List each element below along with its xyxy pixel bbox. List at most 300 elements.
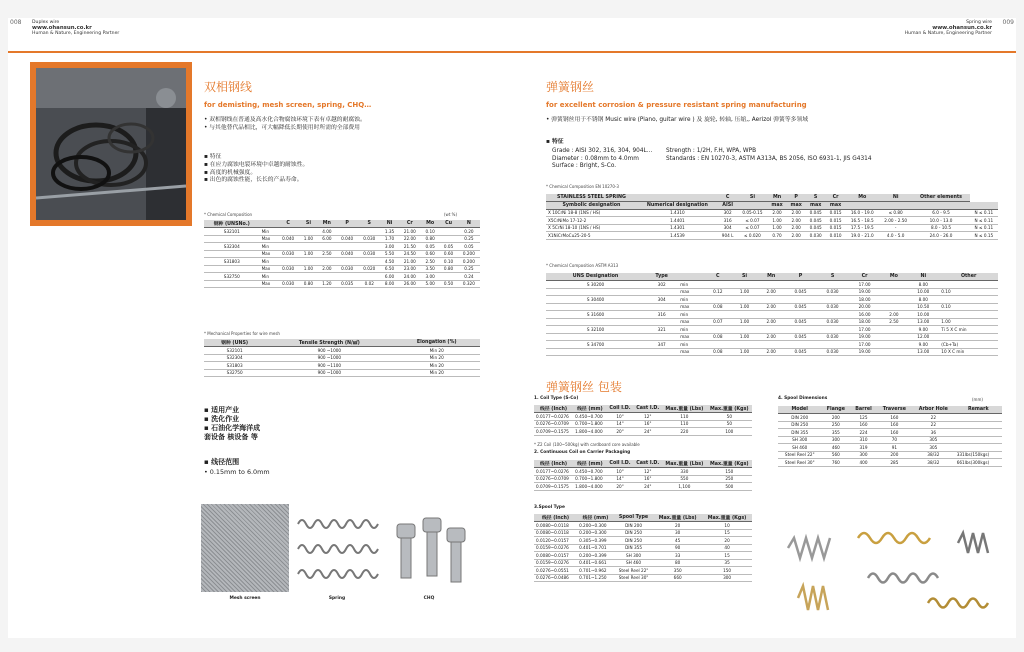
table-cell: 1.00 (731, 288, 758, 296)
table-cell: 0.700~1.800 (573, 475, 606, 483)
table-cell: ≤ 0.07 (737, 217, 767, 225)
table-cell: 26.00 (399, 280, 421, 288)
app-line: 套设备 核设备 等 (204, 433, 258, 441)
left-features (204, 154, 308, 185)
table-cell: 304 (645, 296, 678, 304)
table-cell: Min 20 (393, 347, 480, 355)
column-header: Max.重量 (Kgs) (707, 460, 752, 468)
table-cell: 0.0159~0.0276 (534, 544, 577, 552)
table-cell: 1.00 (731, 348, 758, 356)
column-header: Cr (399, 220, 421, 228)
table-cell: 20 (653, 522, 702, 530)
column-header: Mo (881, 273, 908, 281)
table-cell: 16" (633, 475, 662, 483)
table-cell: 8.0 - 10.5 (912, 224, 969, 232)
table-cell: S 31600 (546, 311, 645, 319)
table-cell: 0.05-0.15 (737, 209, 767, 217)
table-cell: 45 (653, 537, 702, 545)
table-cell: 0.045 (785, 333, 817, 341)
table-cell (758, 311, 785, 319)
table-cell: 19.0 - 21.0 (846, 232, 879, 240)
en10270-table (546, 194, 998, 240)
table-cell: Ti 5 X C min (939, 326, 998, 334)
spec-line: Standards : EN 10270-3, ASTM A313A, BS 2056, ISO 6931-1, JIS G4314 (666, 155, 872, 162)
table-cell: 0.450~0.700 (573, 413, 606, 421)
table-cell: 50 (707, 413, 752, 421)
column-header (737, 202, 767, 210)
table-cell: Steel Reel 30" (778, 459, 821, 467)
table-cell: 10" (607, 468, 634, 476)
table-cell: 12" (633, 468, 662, 476)
table-cell: Min (260, 273, 278, 281)
table-cell: 17.00 (849, 341, 881, 349)
table-cell: 300 (850, 451, 877, 459)
table-cell: 17.5 - 19.5 (846, 224, 879, 232)
table-row (204, 273, 480, 281)
table-cell: 0.08 (704, 333, 731, 341)
table-cell: 0.030 (806, 232, 826, 240)
header-site: www.ohansun.co.kr (32, 24, 92, 31)
table-cell (645, 288, 678, 296)
table-header-row (204, 339, 480, 347)
table-cell: 300 (821, 436, 850, 444)
table-cell: 1.00 (299, 250, 317, 258)
table-cell: S32101 (204, 347, 265, 355)
table-cell: 30 (653, 529, 702, 537)
table-cell: 80 (653, 559, 702, 567)
table-cell: 4.00 (318, 228, 336, 236)
column-header: 钢种 (UNSNo.) (204, 220, 260, 228)
table-cell: 0.045 (785, 318, 817, 326)
table-cell: 0.700~1.800 (573, 420, 606, 428)
table-cell (439, 228, 457, 236)
column-header: 线径 (Inch) (534, 405, 573, 413)
table-cell: 24.00 (399, 273, 421, 281)
table-row (546, 318, 998, 326)
column-header: S (358, 220, 380, 228)
table-cell: 0.320 (458, 280, 480, 288)
column-header: C (277, 220, 299, 228)
table-cell: 4.50 (380, 258, 398, 266)
column-header (912, 202, 969, 210)
table-cell: 310 (850, 436, 877, 444)
table-cell: 305 (912, 436, 955, 444)
wire-coils-image (36, 68, 186, 220)
table-cell: 900 ~1100 (265, 362, 393, 370)
table-row (546, 303, 998, 311)
applications (204, 406, 260, 442)
column-header: Model (778, 406, 821, 414)
table-cell (881, 296, 908, 304)
left-header (10, 20, 119, 37)
table-cell: S 30200 (546, 281, 645, 289)
table-cell: 0.80 (439, 265, 457, 273)
spool-dim-title: 4. Spool Dimensions (778, 396, 828, 401)
table-cell: 160 (877, 414, 912, 422)
duplex-mech-table (204, 339, 480, 377)
table-cell: 1.20 (318, 280, 336, 288)
table-cell: 0.25 (458, 235, 480, 243)
table-row (546, 224, 998, 232)
table-cell: 0.08 (704, 348, 731, 356)
table-cell (645, 348, 678, 356)
table-cell: Min 20 (393, 362, 480, 370)
table-cell: Steel Reel 30" (614, 574, 653, 582)
table-cell: 8.00 (907, 296, 939, 304)
column-header: Cr (849, 273, 881, 281)
table-cell: 0.701~0.962 (577, 567, 614, 575)
table-cell (955, 421, 1002, 429)
table-cell (704, 296, 731, 304)
table-cell: 661lbs(300kgs) (955, 459, 1002, 467)
table-cell: 1.00 (767, 217, 786, 225)
table-cell: 0.030 (277, 250, 299, 258)
table-cell: - (879, 224, 912, 232)
table-cell (881, 303, 908, 311)
table-cell: SH 460 (778, 444, 821, 452)
column-header: Type (645, 273, 678, 281)
column-header: P (336, 220, 358, 228)
spool-dim-unit: (mm) (972, 397, 983, 402)
right-title-zh: 弹簧钢丝 (546, 80, 595, 94)
table-cell: 19.00 (849, 348, 881, 356)
table-cell: 400 (850, 459, 877, 467)
table-cell (299, 228, 317, 236)
table-cell: 0.80 (421, 235, 439, 243)
table-row (534, 537, 752, 545)
table-cell (358, 228, 380, 236)
table-cell (439, 235, 457, 243)
right-page (512, 18, 1016, 638)
table-cell: 500 (707, 483, 752, 491)
table-row (546, 209, 998, 217)
table-cell: 13.00 (907, 318, 939, 326)
table-cell: 900 ~1000 (265, 369, 393, 377)
table-row (546, 296, 998, 304)
table-row (546, 333, 998, 341)
table-cell: 1.4310 (637, 209, 718, 217)
header-rule (8, 51, 512, 53)
table-cell: 0.200~0.399 (577, 552, 614, 560)
table-cell: 1,100 (662, 483, 707, 491)
table-cell (758, 281, 785, 289)
table-cell: Min (260, 243, 278, 251)
table-cell: Max (260, 250, 278, 258)
table-cell: 302 (645, 281, 678, 289)
table-cell: DIN 250 (614, 537, 653, 545)
table-cell: 0.05 (439, 243, 457, 251)
table-cell: 0.60 (421, 250, 439, 258)
table-cell: 22.00 (399, 235, 421, 243)
column-header: Elongation (%) (393, 339, 480, 347)
table-cell: 0.200 (458, 250, 480, 258)
column-header: Numerical designation (637, 202, 718, 210)
table-cell: 200 (821, 414, 850, 422)
table-cell: 285 (877, 459, 912, 467)
table-cell: 660 (653, 574, 702, 582)
table-cell: 6.00 (318, 235, 336, 243)
table-row (546, 348, 998, 356)
column-header: 线径 (mm) (573, 460, 606, 468)
table-cell (299, 258, 317, 266)
table-header-row (534, 460, 752, 468)
header-rule (512, 51, 1016, 53)
table-cell (758, 326, 785, 334)
column-header: max (826, 202, 846, 210)
table-cell: 10.00 (907, 311, 939, 319)
table-row (534, 483, 752, 491)
table-cell: DIN 200 (614, 522, 653, 530)
column-header (260, 220, 278, 228)
table-row (534, 529, 752, 537)
table-row (546, 341, 998, 349)
table-cell (336, 243, 358, 251)
column-header: Max.重量 (Lbs) (662, 405, 707, 413)
table-cell (277, 273, 299, 281)
table-cell: 0.0276~0.0551 (534, 567, 577, 575)
table-cell (277, 243, 299, 251)
table-row (534, 420, 752, 428)
table-row (546, 288, 998, 296)
table-cell: 3.00 (421, 273, 439, 281)
table-cell: 316 (718, 217, 738, 225)
table-cell: 19.00 (849, 333, 881, 341)
table-cell: 0.015 (826, 224, 846, 232)
table-cell: 2.00 (767, 209, 786, 217)
range-value: • 0.15mm to 6.0mm (204, 468, 270, 476)
table-cell: 0.0080~0.0118 (534, 529, 577, 537)
table-cell (704, 326, 731, 334)
table-cell (546, 348, 645, 356)
intro-line: • 双相钢线在普通及高水化合物腐蚀环境下表有卓越的耐腐蚀。 (204, 117, 366, 123)
table-cell (299, 273, 317, 281)
table-cell: 0.70 (767, 232, 786, 240)
header-tagline: Human & Nature, Engineering Partner (32, 31, 120, 37)
table-cell (785, 341, 817, 349)
table-cell: N ≤ 0.11 (970, 217, 998, 225)
table-cell: max (678, 303, 704, 311)
range-title: ▪ 线径范围 (204, 458, 240, 466)
table-cell: 16.5 - 18.5 (846, 217, 879, 225)
column-header: N (458, 220, 480, 228)
table-cell: 1.00 (767, 224, 786, 232)
table-cell (955, 429, 1002, 437)
mesh-screen-image (201, 504, 289, 592)
column-header (678, 273, 704, 281)
table-cell (439, 273, 457, 281)
table-cell: 40 (702, 544, 752, 552)
table-cell (955, 414, 1002, 422)
coil-note: * Z2 Coil (100~500kg) with cardboard core available (534, 442, 640, 447)
table-cell: 300 (702, 574, 752, 582)
packaging-title: 弹簧钢丝 包装 (546, 380, 622, 394)
spool-type-title: 3.Spool Type (534, 505, 565, 510)
table-cell: Max (260, 235, 278, 243)
chem-caption: * Chemical Composition (204, 212, 253, 217)
table-cell (881, 333, 908, 341)
table-cell: min (678, 296, 704, 304)
table-row (204, 228, 480, 236)
table-cell: 0.0159~0.0276 (534, 559, 577, 567)
table-cell: max (678, 318, 704, 326)
table-cell: 0.040 (277, 235, 299, 243)
column-header: S (817, 273, 849, 281)
table-cell: 0.02 (358, 280, 380, 288)
table-cell: X 10CrNi 18-8 (1NS / HS) (546, 209, 637, 217)
table-cell (204, 280, 260, 288)
table-cell: 560 (821, 451, 850, 459)
table-cell: 2.00 (758, 318, 785, 326)
table-cell: 0.0177~0.0276 (534, 468, 573, 476)
table-cell: 6.0 - 9.5 (912, 209, 969, 217)
column-header: Other elements (912, 194, 969, 202)
column-header: Coil I.D. (607, 405, 634, 413)
table-cell: 21.50 (399, 243, 421, 251)
header-section: Spring wire (966, 20, 992, 25)
table-cell: 110 (662, 413, 707, 421)
table-cell (955, 444, 1002, 452)
table-cell (817, 341, 849, 349)
table-cell: max (678, 288, 704, 296)
header-section: Duplex wire (32, 20, 60, 25)
table-row (534, 522, 752, 530)
table-cell: 0.030 (817, 318, 849, 326)
table-cell: S 34700 (546, 341, 645, 349)
table-cell (546, 318, 645, 326)
page-number: 008 (10, 19, 22, 26)
table-cell: 1.00 (939, 318, 998, 326)
table-cell: 0.07 (704, 318, 731, 326)
table-cell: 250 (707, 475, 752, 483)
coil-type-title: 1. Coil Type (S-Co) (534, 396, 579, 401)
table-cell: 0.25 (458, 265, 480, 273)
table-cell (881, 281, 908, 289)
table-cell: SH 300 (614, 552, 653, 560)
table-cell: 0.701~1.250 (577, 574, 614, 582)
table-header-row (534, 405, 752, 413)
left-page (8, 18, 512, 638)
column-header (846, 202, 879, 210)
column-header: Cast I.D. (633, 460, 662, 468)
table-cell: 760 (821, 459, 850, 467)
table-cell: 331lbs(150kgs) (955, 451, 1002, 459)
table-cell: 0.450~0.700 (573, 468, 606, 476)
left-title-en: for demisting, mesh screen, spring, CHQ… (204, 101, 372, 109)
table-row (534, 567, 752, 575)
table-cell (336, 258, 358, 266)
table-cell: 19.00 (849, 288, 881, 296)
table-cell: S 30400 (546, 296, 645, 304)
table-cell: 0.030 (817, 333, 849, 341)
table-cell: S32750 (204, 273, 260, 281)
table-header-row (546, 273, 998, 281)
column-header: Ni (380, 220, 398, 228)
table-cell: Min (260, 258, 278, 266)
table-cell: 1.4401 (637, 217, 718, 225)
table-cell: 0.045 (785, 303, 817, 311)
table-row (534, 574, 752, 582)
table-cell: 904 L (718, 232, 738, 240)
column-header: max (806, 202, 826, 210)
table-cell: 0.0080~0.0157 (534, 552, 577, 560)
table-cell: min (678, 311, 704, 319)
column-header: Mn (767, 194, 786, 202)
column-header (879, 202, 912, 210)
table-header-row (546, 202, 998, 210)
table-cell (336, 273, 358, 281)
table-cell: 2.00 (758, 348, 785, 356)
table-cell: 1.800~4.000 (573, 428, 606, 436)
table-cell: ≤ 0.80 (879, 209, 912, 217)
table-row (546, 281, 998, 289)
table-cell: N ≤ 0.15 (970, 232, 998, 240)
table-cell: Min 20 (393, 354, 480, 362)
table-cell: 10" (607, 413, 634, 421)
table-cell: 6.50 (380, 265, 398, 273)
table-cell: 20" (607, 483, 634, 491)
table-cell: 0.0276~0.0709 (534, 475, 573, 483)
table-row (204, 250, 480, 258)
table-cell: 0.040 (336, 235, 358, 243)
table-cell: X1NiCrMoCu25-20-5 (546, 232, 637, 240)
table-cell: 21.00 (399, 258, 421, 266)
table-cell: 0.035 (336, 280, 358, 288)
table-cell: 0.50 (439, 280, 457, 288)
table-cell: 0.24 (458, 273, 480, 281)
table-cell (204, 265, 260, 273)
table-cell: 0.05 (458, 243, 480, 251)
table-cell (817, 281, 849, 289)
table-cell (817, 326, 849, 334)
table-cell: 0.05 (421, 243, 439, 251)
table-cell: 0.305~0.399 (577, 537, 614, 545)
column-header: 线径 (Inch) (534, 514, 577, 522)
table-cell: 2.50 (421, 258, 439, 266)
table-row (204, 362, 480, 370)
table-cell (881, 341, 908, 349)
table-cell: 14" (607, 475, 634, 483)
table-cell: S 32100 (546, 326, 645, 334)
spec-line: Diameter : 0.08mm to 4.0mm (552, 155, 639, 162)
table-cell: 0.045 (806, 224, 826, 232)
table-cell: 10 (702, 522, 752, 530)
table-cell (546, 288, 645, 296)
table-cell: X5CrNiMo 17-12-2 (546, 217, 637, 225)
table-cell: (Cb+Ta) (939, 341, 998, 349)
table-cell: 22 (912, 414, 955, 422)
table-cell: 460 (821, 444, 850, 452)
table-cell: ≤ 0.07 (737, 224, 767, 232)
table-cell: S31803 (204, 258, 260, 266)
table-cell: 0.030 (817, 288, 849, 296)
table-cell: 319 (850, 444, 877, 452)
table-cell: 24.0 - 26.0 (912, 232, 969, 240)
table-cell: 90 (653, 544, 702, 552)
table-cell: 5.00 (421, 280, 439, 288)
table-cell: 0.10 (939, 303, 998, 311)
table-cell: 350 (653, 567, 702, 575)
table-cell: 3.50 (421, 265, 439, 273)
table-cell (645, 318, 678, 326)
table-cell: 2.00 (787, 209, 806, 217)
en-caption: * Chemical Composition EN 10270-3 (546, 184, 619, 189)
table-cell: 1.00 (731, 303, 758, 311)
table-cell (299, 243, 317, 251)
table-cell: 33 (653, 552, 702, 560)
table-cell: 0.0120~0.0157 (534, 537, 577, 545)
table-cell: 0.60 (439, 250, 457, 258)
table-cell: 15 (702, 529, 752, 537)
